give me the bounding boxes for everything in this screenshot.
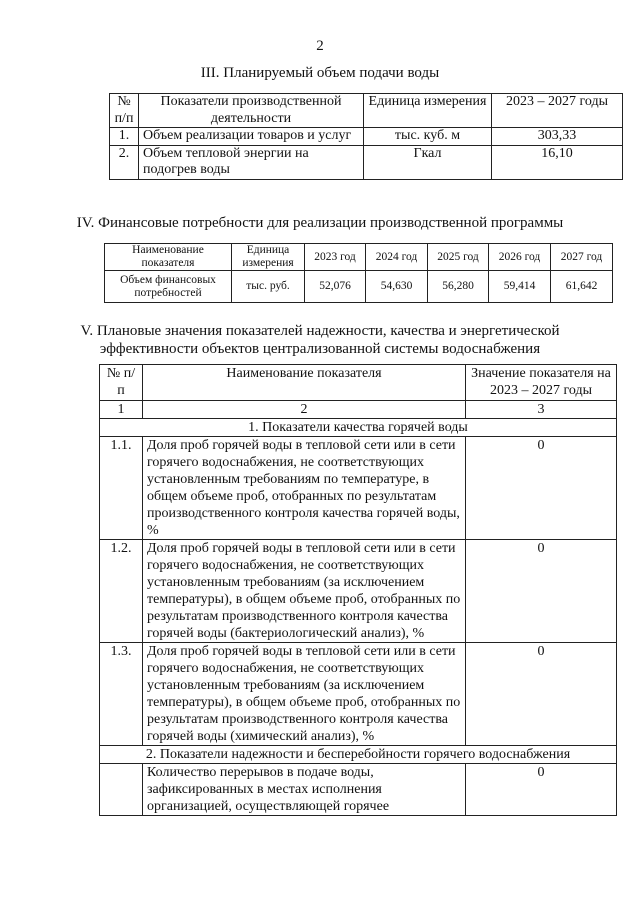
table-header-row <box>110 94 623 128</box>
col-header-num: № п/п <box>110 94 139 128</box>
table-row <box>100 437 617 540</box>
col-header-name: Наименование показателя <box>105 244 232 271</box>
row-name: Объем финансовых потребностей <box>105 271 232 303</box>
row-unit: тыс. куб. м <box>364 128 492 146</box>
row-value: 0 <box>466 643 617 746</box>
col-number: 2 <box>143 401 466 419</box>
col-header-indicator: Показатели производственной деятельности <box>139 94 364 128</box>
row-value: 16,10 <box>492 145 623 179</box>
table-row <box>110 145 623 179</box>
table-row <box>100 643 617 746</box>
group-header-row <box>100 419 617 437</box>
group-header-row <box>100 746 617 764</box>
row-value: 0 <box>466 437 617 540</box>
table-row <box>100 764 617 816</box>
row-num <box>100 764 143 816</box>
value-2025: 56,280 <box>428 271 489 303</box>
section-5-title-line1: V. Плановые значения показателей надежности, качества и энергетической <box>80 323 560 339</box>
row-num: 1.3. <box>100 643 143 746</box>
value-2026: 59,414 <box>489 271 551 303</box>
section-4-title: IV. Финансовые потребности для реализации производственной программы <box>76 215 564 231</box>
row-unit: тыс. руб. <box>232 271 305 303</box>
col-header-period: 2023 – 2027 годы <box>492 94 623 128</box>
group-1-title: 1. Показатели качества горячей воды <box>100 419 617 437</box>
row-num: 1.2. <box>100 540 143 643</box>
row-name: Доля проб горячей воды в тепловой сети или в сети горячего водоснабжения, не соответствующих установленным требованиям (за исключением температуры), в общем объеме проб, отобранных по результатам производственного контроля качества горячей воды (химический анализ), % <box>143 643 466 746</box>
page-number: 2 <box>316 38 324 54</box>
row-num: 2. <box>110 145 139 179</box>
table-row <box>105 271 613 303</box>
value-2024: 54,630 <box>366 271 428 303</box>
row-name: Объем тепловой энергии на подогрев воды <box>139 145 364 179</box>
table-header-row <box>100 365 617 401</box>
value-2027: 61,642 <box>551 271 613 303</box>
table-header-row <box>105 244 613 271</box>
row-unit: Гкал <box>364 145 492 179</box>
row-value: 0 <box>466 540 617 643</box>
col-header-num: № п/п <box>100 365 143 401</box>
col-header-2027: 2027 год <box>551 244 613 271</box>
table-row <box>110 128 623 146</box>
section-3-title: III. Планируемый объем подачи воды <box>200 65 440 81</box>
row-name: Количество перерывов в подаче воды, зафиксированных в местах исполнения организацией, осуществляющей горячее <box>143 764 466 816</box>
reliability-indicators-table <box>99 364 617 816</box>
row-value: 303,33 <box>492 128 623 146</box>
col-number: 1 <box>100 401 143 419</box>
group-2-title: 2. Показатели надежности и бесперебойности горячего водоснабжения <box>100 746 617 764</box>
row-name: Доля проб горячей воды в тепловой сети или в сети горячего водоснабжения, не соответствующих установленным требованиям по температуре, в общем объеме проб, отобранных по результатам производственного контроля качества горячей воды, % <box>143 437 466 540</box>
col-header-2026: 2026 год <box>489 244 551 271</box>
row-num: 1. <box>110 128 139 146</box>
water-supply-volume-table <box>109 93 623 180</box>
table-row <box>100 540 617 643</box>
col-header-2023: 2023 год <box>305 244 366 271</box>
section-5-title-line2: эффективности объектов централизованной системы водоснабжения <box>99 341 541 357</box>
financial-needs-table <box>104 243 613 303</box>
value-2023: 52,076 <box>305 271 366 303</box>
column-number-row <box>100 401 617 419</box>
row-name: Объем реализации товаров и услуг <box>139 128 364 146</box>
row-name: Доля проб горячей воды в тепловой сети или в сети горячего водоснабжения, не соответствующих установленным требованиям (за исключением температуры), в общем объеме проб, отобранных по результатам производственного контроля качества горячей воды (бактериологический анализ), % <box>143 540 466 643</box>
col-number: 3 <box>466 401 617 419</box>
col-header-indicator: Наименование показателя <box>143 365 466 401</box>
col-header-2024: 2024 год <box>366 244 428 271</box>
col-header-unit: Единица измерения <box>364 94 492 128</box>
col-header-2025: 2025 год <box>428 244 489 271</box>
col-header-value: Значение показателя на 2023 – 2027 годы <box>466 365 617 401</box>
row-value: 0 <box>466 764 617 816</box>
row-num: 1.1. <box>100 437 143 540</box>
col-header-unit: Единица измерения <box>232 244 305 271</box>
